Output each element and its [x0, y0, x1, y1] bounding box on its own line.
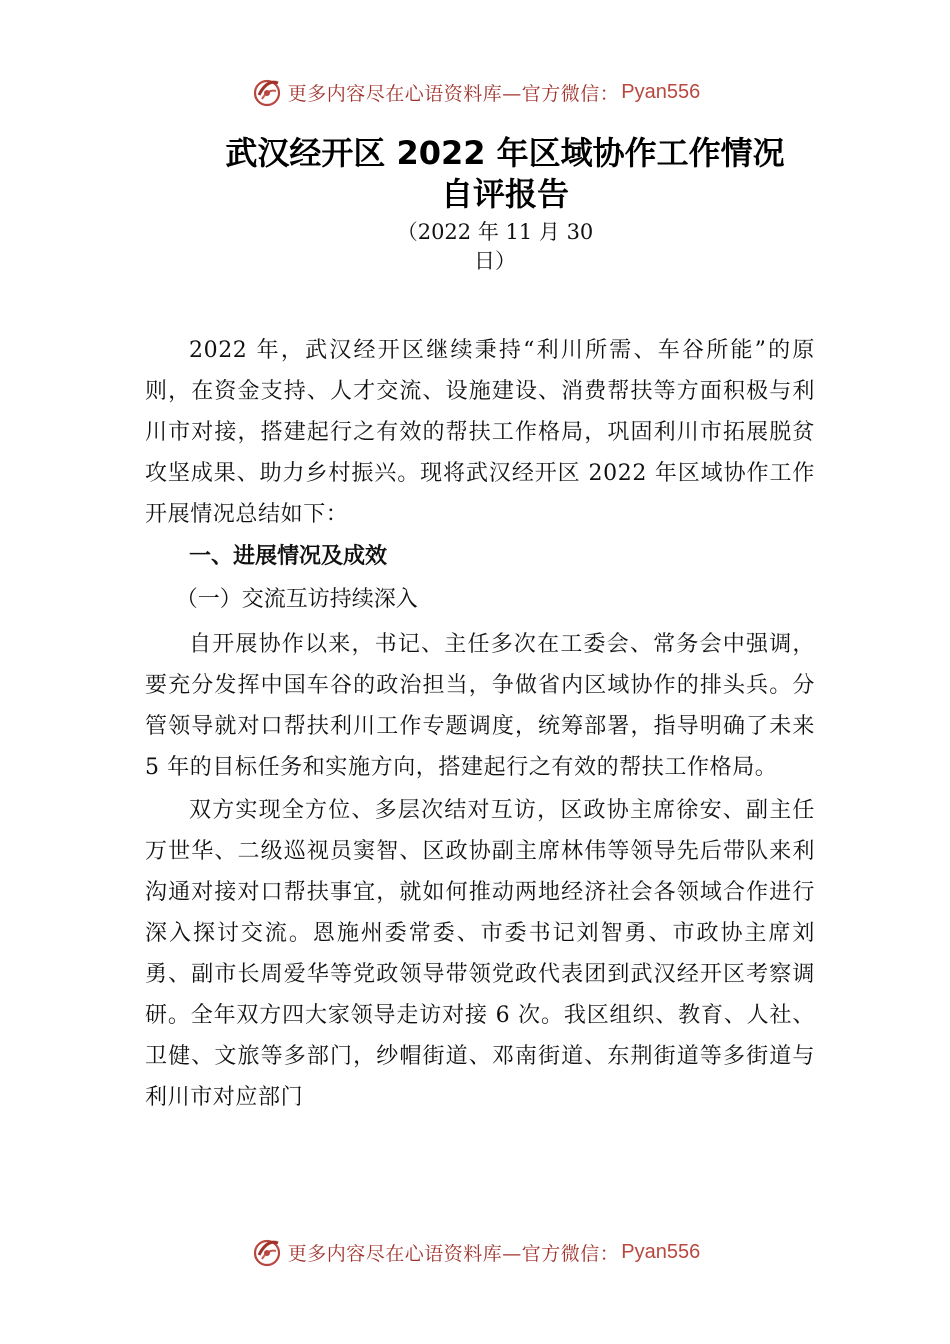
document-title-line1: 武汉经开区 2022 年区域协作工作情况 [225, 134, 785, 172]
watermark-logo-icon [250, 75, 284, 109]
body-paragraph: 双方实现全方位、多层次结对互访，区政协主席徐安、副主任万世华、二级巡视员窦智、区政协副主席林伟等领导先后带队来利沟通对接对口帮扶事宜，就如何推动两地经济社会各领域合作进行深入探讨交流。恩施州委常委、市委书记刘智勇、市政协主席刘勇、副市长周爱华等党政领导带领党政代表团到武汉经开区考察调研。全年双方四大家领导走访对接 6 次。我区组织、教育、人社、卫健、文旅等多部门，纱帽街道、邓南街道、东荆街道等多街道与利川市对应部门 [145, 798, 815, 1110]
watermark-wechat-id: Pyan556 [621, 80, 701, 103]
watermark-wechat-id: Pyan556 [621, 1240, 701, 1263]
footer-watermark [0, 1232, 950, 1272]
header-watermark [0, 72, 950, 112]
watermark-text: 更多内容尽在心语资料库—官方微信： [287, 1242, 620, 1265]
subsection-heading: （一）交流互访持续深入 [175, 587, 418, 612]
intro-paragraph: 2022 年，武汉经开区继续秉持“利川所需、车谷所能”的原则，在资金支持、人才交流、设施建设、消费帮扶等方面积极与利川市对接，搭建起行之有效的帮扶工作格局，巩固利川市拓展脱贫攻坚成果、助力乡村振兴。现将武汉经开区 2022 年区域协作工作开展情况总结如下： [145, 338, 815, 527]
body-paragraph: 自开展协作以来，书记、主任多次在工委会、常务会中强调，要充分发挥中国车谷的政治担当，争做省内区域协作的排头兵。分管领导就对口帮扶利川工作专题调度，统筹部署，指导明确了未来 5 年的目标任务和实施方向，搭建起行之有效的帮扶工作格局。 [145, 632, 815, 780]
document-body [145, 330, 815, 1118]
section-heading: 一、进展情况及成效 [189, 544, 388, 569]
document-date-line2: 日） [474, 249, 516, 273]
watermark-text: 更多内容尽在心语资料库—官方微信： [287, 82, 620, 105]
document-date-line1: （2022 年 11 月 30 [396, 220, 594, 244]
document-title-line2: 自评报告 [440, 175, 569, 213]
watermark-logo-icon [250, 1235, 284, 1269]
